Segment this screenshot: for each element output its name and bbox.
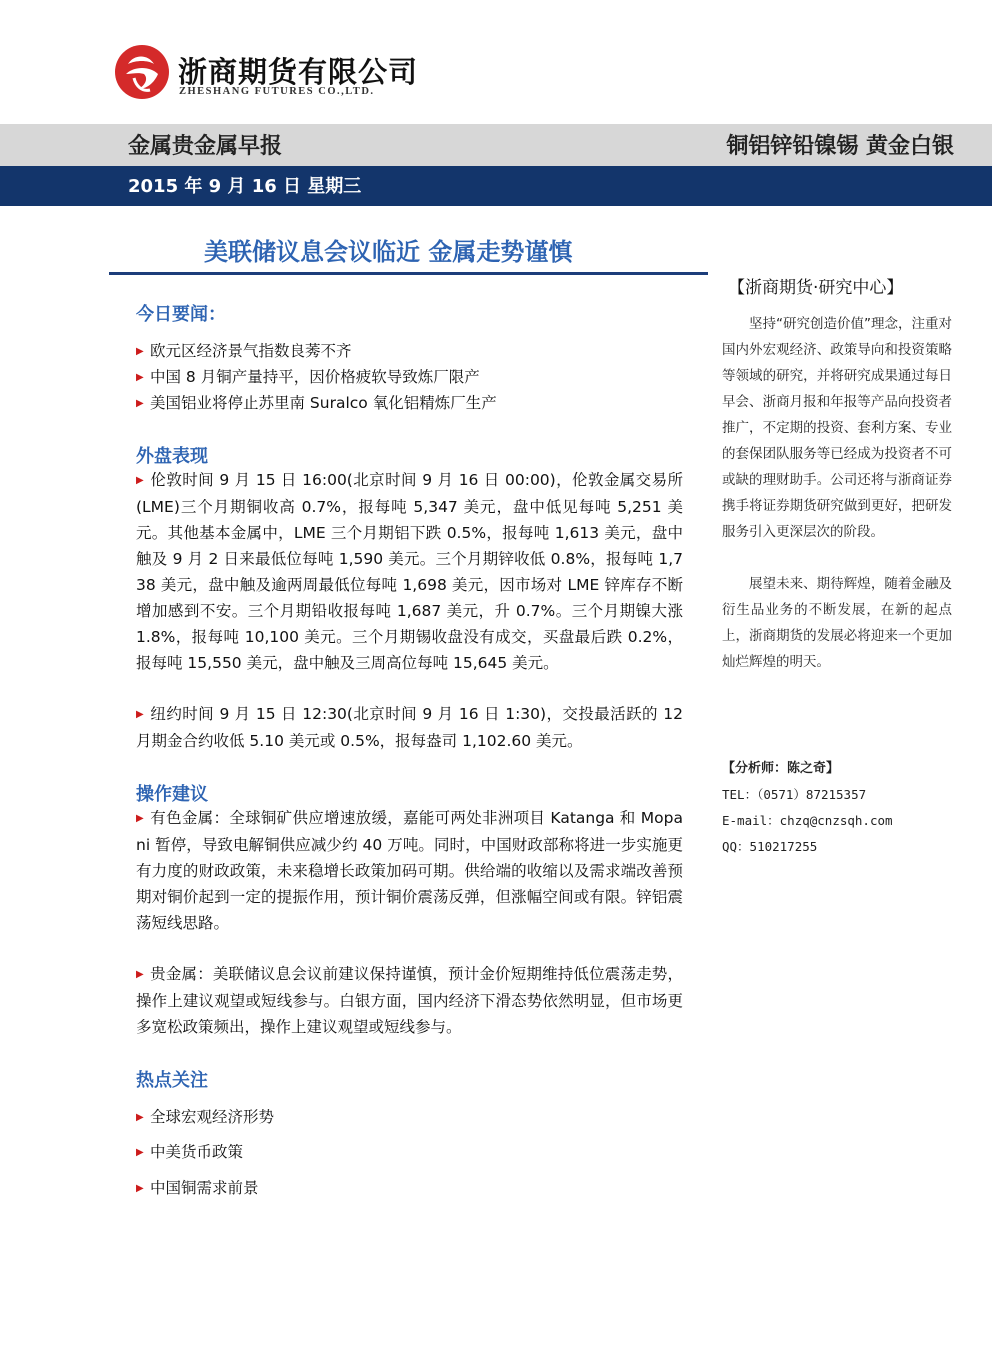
bullet-arrow-icon: ▶ [136, 475, 144, 486]
news-item: ▶ 中国 8 月铜产量持平，因价格疲软导致炼厂限产 [136, 368, 480, 386]
bullet-arrow-icon: ▶ [136, 709, 144, 720]
bullet-arrow-icon: ▶ [136, 813, 144, 824]
bullet-arrow-icon: ▶ [136, 372, 144, 383]
bullet-arrow-icon: ▶ [136, 346, 144, 357]
analyst-tel: TEL：（0571）87215357 [722, 787, 867, 802]
section-title-advice: 操作建议 [136, 784, 208, 805]
overseas-paragraph-lme: ▶ 伦敦时间 9 月 15 日 16:00(北京时间 9 月 16 日 00:00)，伦敦金属交易所(LME)三个月期铜收高 0.7%，报每吨 5,347 美元，盘中低见每吨 5,251 美元。其他基本金属中，LME 三个月期铝下跌 0.5%，报每吨 1,613 美元，盘中触及 9 月 2 日来最低位每吨 1,590 美元。三个月期锌收低 0.8%，报每吨 1,738 美元，盘中触及逾两周最低位每吨 1,698 美元，因市场对 LME 锌库存不断增加感到不安。三个月期铅收报每吨 1,687 美元，升 0.7%。三个月期镍大涨 1.8%，报每吨 10,100 美元。三个月期锡收盘没有成交，买盘最后跌 0.2%，报每吨 15,550 美元，盘中触及三周高位每吨 15,645 美元。 [136, 467, 683, 676]
analyst-email[interactable]: E-mail：chzq@cnzsqh.com [722, 813, 893, 828]
bullet-arrow-icon: ▶ [136, 1112, 144, 1123]
hot-item: ▶ 中美货币政策 [136, 1143, 244, 1161]
overseas-paragraph-comex: ▶ 纽约时间 9 月 15 日 12:30(北京时间 9 月 16 日 1:30)，交投最活跃的 12 月期金合约收低 5.10 美元或 0.5%，报每盎司 1,102.60 美元。 [136, 701, 683, 754]
bullet-arrow-icon: ▶ [136, 1147, 144, 1158]
headline: 美联储议息会议临近 金属走势谨慎 [204, 238, 573, 266]
bullet-arrow-icon: ▶ [136, 969, 144, 980]
company-name-en: ZHESHANG FUTURES CO.,LTD. [179, 86, 375, 97]
hot-item: ▶ 全球宏观经济形势 [136, 1108, 275, 1126]
news-item: ▶ 美国铝业将停止苏里南 Suralco 氧化铝精炼厂生产 [136, 394, 497, 412]
section-title-news: 今日要闻： [136, 304, 226, 325]
company-name-cn: 浙商期货有限公司 [178, 55, 419, 89]
analyst-qq: QQ：510217255 [722, 839, 818, 854]
section-title-overseas: 外盘表现 [136, 446, 208, 467]
report-name: 金属贵金属早报 [128, 134, 283, 159]
hot-item: ▶ 中国铜需求前景 [136, 1179, 259, 1197]
news-item: ▶ 欧元区经济景气指数良莠不齐 [136, 342, 352, 360]
analyst-title: 【分析师：陈之奇】 [722, 761, 840, 776]
advice-base-metals: ▶ 有色金属：全球铜矿供应增速放缓，嘉能可两处非洲项目 Katanga 和 Mopani 暂停，导致电解铜供应减少约 40 万吨。同时，中国财政部称将进一步实施更有力度的财政政策，未来稳增长政策加码可期。供给端的收缩以及需求端改善预期对铜价起到一定的提振作用，预计铜价震荡反弹，但涨幅空间或有限。锌铝震荡短线思路。 [136, 805, 683, 936]
advice-precious-metals: ▶ 贵金属：美联储议息会议前建议保持谨慎，预计金价短期维持低位震荡走势，操作上建议观望或短线参与。白银方面，国内经济下滑态势依然明显，但市场更多宽松政策频出，操作上建议观望或短线参与。 [136, 961, 683, 1040]
section-title-hot: 热点关注 [136, 1070, 208, 1091]
headline-divider [109, 272, 708, 275]
research-center-outlook: 展望未来、期待辉煌，随着金融及衍生品业务的不断发展，在新的起点上，浙商期货的发展必将迎来一个更加灿烂辉煌的明天。 [722, 576, 952, 670]
bullet-arrow-icon: ▶ [136, 1183, 144, 1194]
research-center-title: 【浙商期货·研究中心】 [728, 278, 904, 298]
bullet-arrow-icon: ▶ [136, 398, 144, 409]
report-date: 2015 年 9 月 16 日 星期三 [128, 176, 362, 197]
research-center-intro: 坚持“研究创造价值”理念，注重对国内外宏观经济、政策导向和投资策略等领域的研究，并将研究成果通过每日早会、浙商月报和年报等产品向投资者推广，不定期的投资、套利方案、专业的套保团队服务等已经成为投资者不可或缺的理财助手。公司还将与浙商证券携手将证券期货研究做到更好，把研发服务引入更深层次的阶段。 [722, 316, 952, 540]
company-logo-icon [114, 44, 170, 100]
metals-covered: 铜铝锌铅镍锡 黄金白银 [726, 134, 954, 159]
